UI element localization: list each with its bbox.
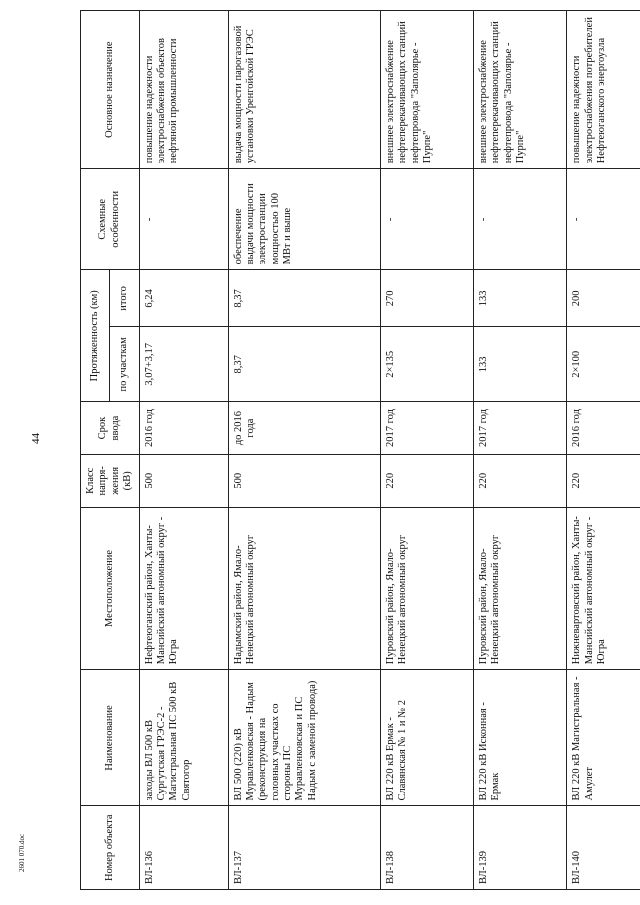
header-features: Схемные особенности — [81, 169, 140, 270]
cell-term: 2017 год — [474, 402, 567, 455]
document-filename: 2601 070.doc — [18, 833, 26, 872]
cell-total: 8,37 — [228, 270, 380, 327]
cell-voltage: 220 — [380, 454, 473, 507]
cell-by-sections: 133 — [474, 327, 567, 402]
cell-num: ВЛ-138 — [380, 806, 473, 890]
cell-name: ВЛ 500 (220) кВ Муравленковская - Надым (реконструкция на головных участках со стороны ПС Муравленковская и ПС Надым с заменой провода) — [228, 670, 380, 806]
cell-num: ВЛ-139 — [474, 806, 567, 890]
cell-total: 6,24 — [139, 270, 228, 327]
rotated-table-wrapper — [80, 10, 625, 890]
cell-purpose: внешнее электроснабжение нефтеперекачивающих станций нефтепровода "Заполярье - Пурпе" — [474, 11, 567, 169]
cell-term: до 2016 года — [228, 402, 380, 455]
cell-location: Нижневартовский район, Ханты-Мансийский автономный округ - Югра — [567, 507, 640, 670]
cell-term: 2016 год — [567, 402, 640, 455]
cell-name: ВЛ 220 кВ Магистральная - Амулет — [567, 670, 640, 806]
header-purpose: Основное назначение — [81, 11, 140, 169]
cell-location: Пуровский район, Ямало-Ненецкий автономный округ — [380, 507, 473, 670]
header-by-sections: по участкам — [110, 327, 139, 402]
cell-features: обеспечение выдачи мощности электростанции мощностью 100 МВт и выше — [228, 169, 380, 270]
header-term: Срок ввода — [81, 402, 140, 455]
cell-total: 200 — [567, 270, 640, 327]
cell-voltage: 220 — [474, 454, 567, 507]
cell-location: Нефтеюганский район, Ханты-Мансийский автономный округ - Югра — [139, 507, 228, 670]
cell-num: ВЛ-136 — [139, 806, 228, 890]
cell-num: ВЛ-137 — [228, 806, 380, 890]
table-row — [380, 11, 473, 890]
cell-total: 133 — [474, 270, 567, 327]
cell-location: Пуровский район, Ямало-Ненецкий автономный округ — [474, 507, 567, 670]
table-row — [139, 11, 228, 890]
cell-term: 2017 год — [380, 402, 473, 455]
table-row — [228, 11, 380, 890]
table-row — [567, 11, 640, 890]
cell-features: - — [474, 169, 567, 270]
cell-term: 2016 год — [139, 402, 228, 455]
cell-voltage: 500 — [228, 454, 380, 507]
cell-purpose: выдача мощности парогазовой установки Уренгойской ГРЭС — [228, 11, 380, 169]
cell-features: - — [380, 169, 473, 270]
cell-name: ВЛ 220 кВ Исконная - Ермак — [474, 670, 567, 806]
header-total: итого — [110, 270, 139, 327]
cell-by-sections: 2×135 — [380, 327, 473, 402]
header-name: Наименование — [81, 670, 140, 806]
page-number: 44 — [30, 433, 42, 444]
cell-features: - — [567, 169, 640, 270]
cell-num: ВЛ-140 — [567, 806, 640, 890]
header-location: Местоположение — [81, 507, 140, 670]
table-row — [474, 11, 567, 890]
cell-purpose: внешнее электроснабжение нефтеперекачивающих станций нефтепровода "Заполярье - Пурпе" — [380, 11, 473, 169]
header-voltage: Класс напря-жения (кВ) — [81, 454, 140, 507]
cell-features: - — [139, 169, 228, 270]
cell-name: ВЛ 220 кВ Ермак - Славянская № 1 и № 2 — [380, 670, 473, 806]
cell-by-sections: 3,07+3,17 — [139, 327, 228, 402]
power-lines-table — [80, 10, 640, 890]
cell-total: 270 — [380, 270, 473, 327]
cell-by-sections: 2×100 — [567, 327, 640, 402]
cell-voltage: 500 — [139, 454, 228, 507]
table-header — [81, 11, 140, 890]
cell-voltage: 220 — [567, 454, 640, 507]
cell-purpose: повышение надежности электроснабжения потребителей Нефтеюганского энергоузла — [567, 11, 640, 169]
cell-by-sections: 8,37 — [228, 327, 380, 402]
table-body — [139, 11, 640, 890]
cell-name: заходы ВЛ 500 кВ Сургутская ГРЭС-2 - Магистральная ПС 500 кВ Святогор — [139, 670, 228, 806]
cell-location: Надымский район, Ямало-Ненецкий автономный округ — [228, 507, 380, 670]
header-num: Номер объекта — [81, 806, 140, 890]
cell-purpose: повышение надежности электроснабжения объектов нефтяной промышленности — [139, 11, 228, 169]
header-length: Протяженность (км) — [81, 270, 110, 402]
